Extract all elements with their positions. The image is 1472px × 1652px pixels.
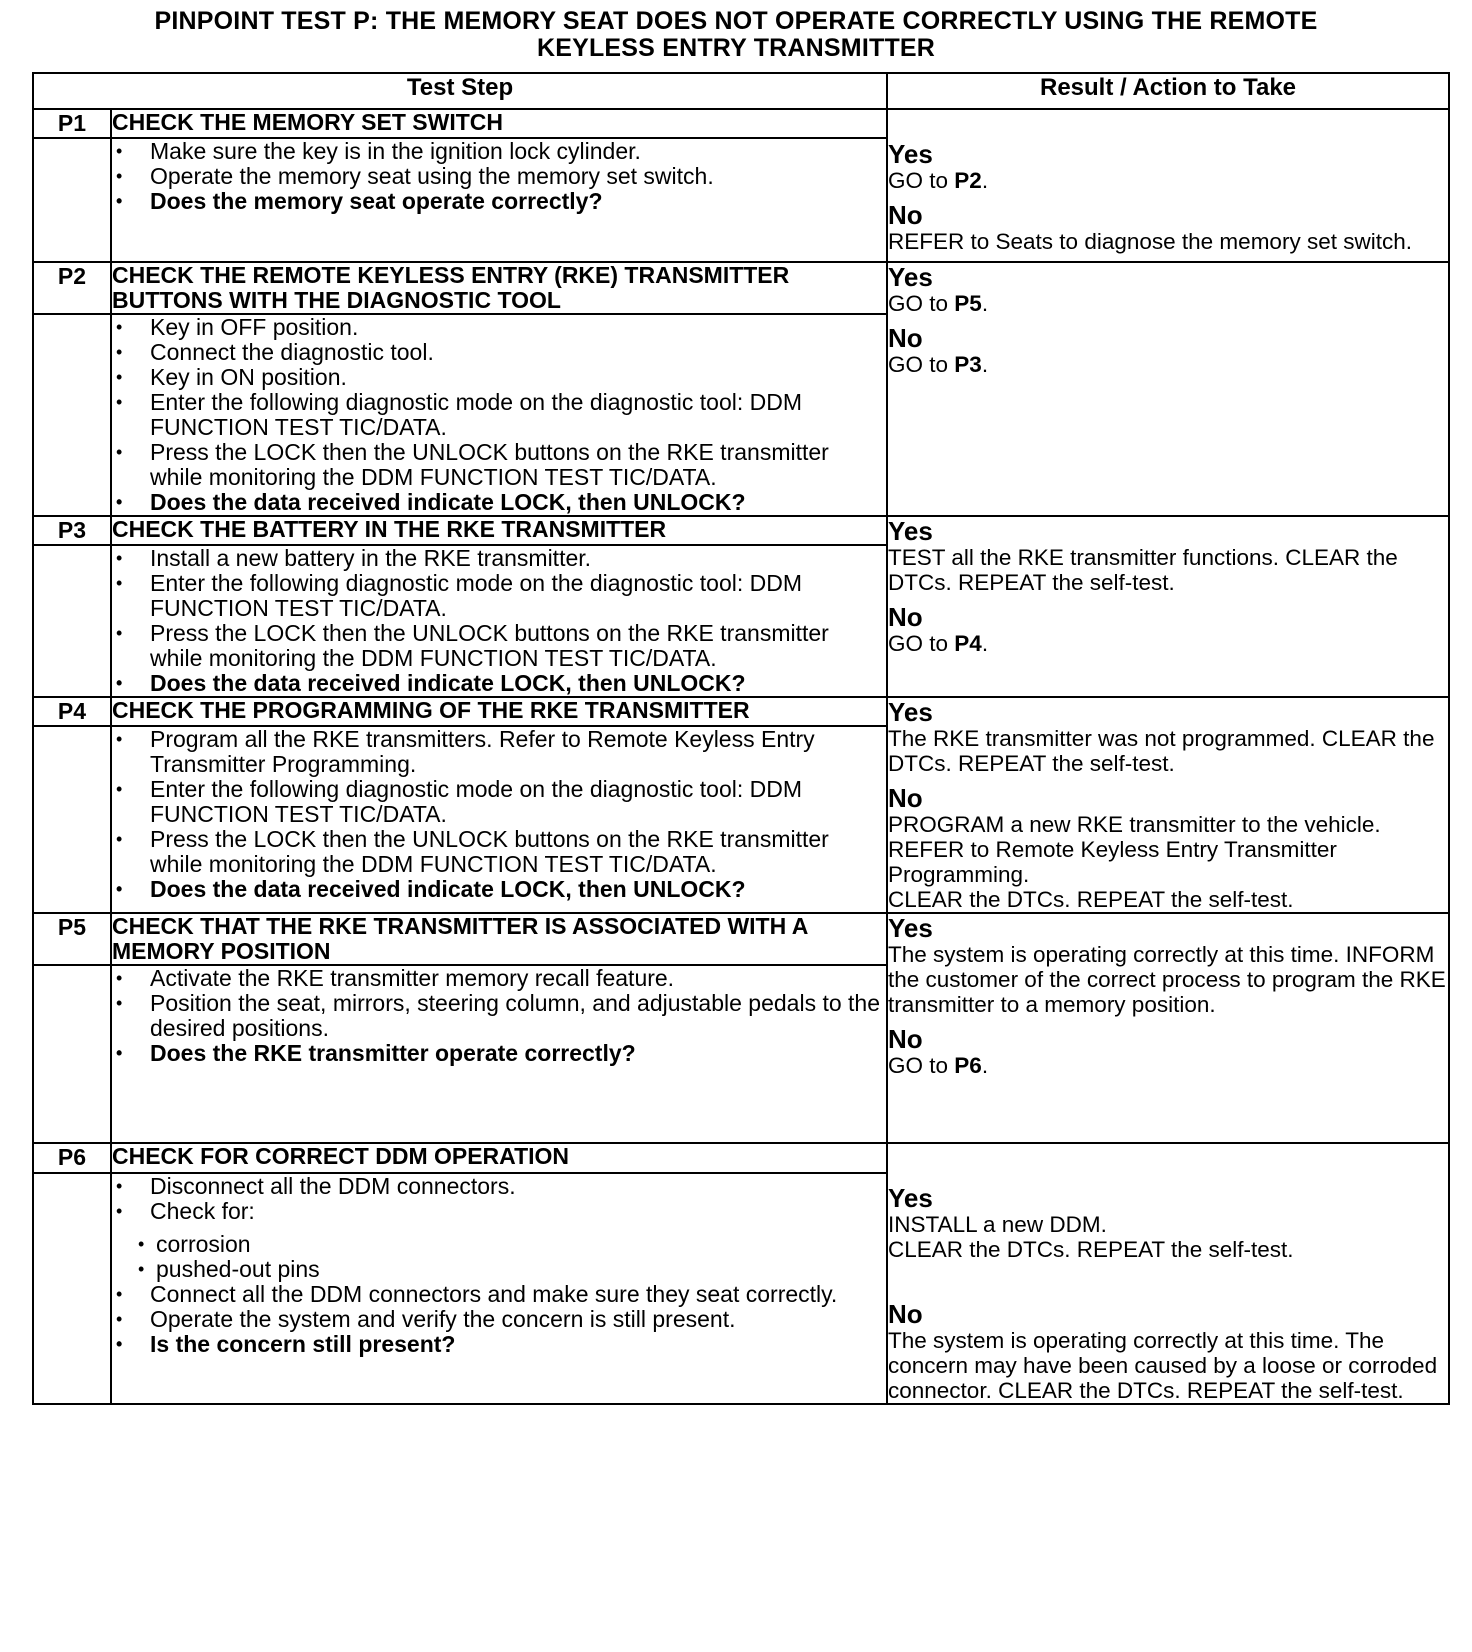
step-question: • Does the RKE transmitter operate correctly? (112, 1041, 886, 1066)
step-id-blank (33, 965, 111, 1143)
step-title: CHECK THE BATTERY IN THE RKE TRANSMITTER (111, 516, 887, 545)
list-item: • Position the seat, mirrors, steering column, and adjustable pedals to the desired positions. (112, 991, 886, 1041)
pinpoint-table (32, 72, 1450, 1405)
step-p4-result (887, 697, 1449, 913)
step-p4-instructions (111, 726, 887, 913)
step-id-blank (33, 138, 111, 262)
no-label: No (888, 602, 923, 632)
yes-action-end: . (981, 168, 989, 193)
no-action: The system is operating correctly at this time. The concern may have been caused by a loose or corroded connector. CLEAR the DTCs. REPEAT the self-test. (888, 1328, 1438, 1403)
yes-label: Yes (888, 139, 933, 169)
step-p1-result (887, 109, 1449, 262)
list-item: • Make sure the key is in the ignition lock cylinder. (112, 139, 886, 164)
no-action-extra: CLEAR the DTCs. REPEAT the self-test. (888, 887, 1294, 912)
list-item: • Operate the system and verify the concern is still present. (112, 1307, 886, 1332)
yes-step-ref: P5 (954, 291, 982, 316)
list-item: • Connect all the DDM connectors and make sure they seat correctly. (112, 1282, 886, 1307)
yes-action-extra: CLEAR the DTCs. REPEAT the self-test. (888, 1237, 1294, 1262)
no-label: No (888, 1024, 923, 1054)
title-line-2: KEYLESS ENTRY TRANSMITTER (536, 34, 936, 62)
no-action (888, 1053, 1448, 1078)
step-id: P5 (33, 913, 111, 965)
step-p3-result (887, 516, 1449, 697)
no-action (888, 631, 1448, 656)
step-question: • Does the data received indicate LOCK, then UNLOCK? (112, 671, 886, 696)
header-result: Result / Action to Take (887, 73, 1449, 109)
list-item: • Key in OFF position. (112, 315, 886, 340)
page-title (0, 8, 1472, 62)
list-item: • Enter the following diagnostic mode on the diagnostic tool: DDM FUNCTION TEST TIC/DATA. (112, 777, 886, 827)
step-id: P6 (33, 1143, 111, 1173)
list-item-text: Check for: (150, 1198, 255, 1225)
step-p1-title-row (33, 109, 1449, 138)
step-p2-title-row (33, 262, 1449, 314)
step-p6-instructions (111, 1173, 887, 1404)
list-item: • Disconnect all the DDM connectors. (112, 1174, 886, 1199)
step-p2-instructions (111, 314, 887, 516)
step-p5-instructions (111, 965, 887, 1143)
step-title: CHECK THE PROGRAMMING OF THE RKE TRANSMITTER (111, 697, 887, 726)
no-label: No (888, 323, 923, 353)
no-action: REFER to Seats to diagnose the memory set switch. (888, 229, 1412, 254)
yes-action (888, 291, 1448, 316)
no-step-ref: P3 (954, 352, 982, 377)
step-question: • Does the memory seat operate correctly? (112, 189, 886, 214)
step-question: • Is the concern still present? (112, 1332, 886, 1357)
no-label: No (888, 200, 923, 230)
step-p6-title-row (33, 1143, 1449, 1173)
yes-label: Yes (888, 516, 933, 546)
step-id: P4 (33, 697, 111, 726)
yes-label: Yes (888, 262, 933, 292)
no-action: PROGRAM a new RKE transmitter to the vehicle. REFER to Remote Keyless Entry Transmitter Programming. (888, 812, 1381, 887)
no-label: No (888, 1299, 923, 1329)
list-item: • Press the LOCK then the UNLOCK buttons on the RKE transmitter while monitoring the DDM FUNCTION TEST TIC/DATA. (112, 827, 886, 877)
no-action-text: GO to (888, 1053, 955, 1078)
step-title: CHECK FOR CORRECT DDM OPERATION (111, 1143, 887, 1173)
no-action-text: GO to (888, 631, 955, 656)
yes-action: The RKE transmitter was not programmed. CLEAR the DTCs. REPEAT the self-test. (888, 726, 1435, 776)
step-id-blank (33, 726, 111, 913)
step-p6-result (887, 1143, 1449, 1404)
yes-step-ref: P2 (954, 168, 982, 193)
step-title: CHECK THE REMOTE KEYLESS ENTRY (RKE) TRANSMITTER BUTTONS WITH THE DIAGNOSTIC TOOL (111, 262, 887, 314)
yes-action (888, 168, 1448, 193)
list-item: • Key in ON position. (112, 365, 886, 390)
list-item: • Press the LOCK then the UNLOCK buttons on the RKE transmitter while monitoring the DDM FUNCTION TEST TIC/DATA. (112, 621, 886, 671)
step-id: P3 (33, 516, 111, 545)
yes-action: TEST all the RKE transmitter functions. CLEAR the DTCs. REPEAT the self-test. (888, 545, 1398, 595)
list-item: • Enter the following diagnostic mode on the diagnostic tool: DDM FUNCTION TEST TIC/DATA. (112, 390, 886, 440)
sub-list-item: • pushed-out pins (134, 1257, 886, 1282)
step-p5-result (887, 913, 1449, 1143)
list-item (112, 1199, 886, 1282)
no-action-end: . (981, 631, 989, 656)
no-action-end: . (981, 1053, 989, 1078)
list-item: • Activate the RKE transmitter memory recall feature. (112, 966, 886, 991)
list-item: • Program all the RKE transmitters. Refer to Remote Keyless Entry Transmitter Programming. (112, 727, 886, 777)
header-test-step: Test Step (33, 73, 887, 109)
result-spacer (888, 1262, 1448, 1292)
title-line-1: PINPOINT TEST P: THE MEMORY SEAT DOES NOT OPERATE CORRECTLY USING THE REMOTE (154, 7, 1318, 35)
no-action (888, 352, 1448, 377)
table-header-row (33, 73, 1449, 109)
no-action-end: . (981, 352, 989, 377)
list-item: • Connect the diagnostic tool. (112, 340, 886, 365)
step-title: CHECK THE MEMORY SET SWITCH (111, 109, 887, 138)
step-id: P2 (33, 262, 111, 314)
step-p3-instructions (111, 545, 887, 697)
step-id: P1 (33, 109, 111, 138)
list-item: • Enter the following diagnostic mode on the diagnostic tool: DDM FUNCTION TEST TIC/DATA. (112, 571, 886, 621)
yes-action-text: GO to (888, 291, 955, 316)
yes-action: INSTALL a new DDM. (888, 1212, 1107, 1237)
step-question: • Does the data received indicate LOCK, then UNLOCK? (112, 490, 886, 515)
yes-action: The system is operating correctly at this time. INFORM the customer of the correct process to program the RKE transmitter to a memory position. (888, 942, 1446, 1017)
step-p4-title-row (33, 697, 1449, 726)
yes-label: Yes (888, 913, 933, 943)
step-id-blank (33, 314, 111, 516)
list-item: • Operate the memory seat using the memory set switch. (112, 164, 886, 189)
yes-label: Yes (888, 1183, 933, 1213)
list-item: • Press the LOCK then the UNLOCK buttons on the RKE transmitter while monitoring the DDM FUNCTION TEST TIC/DATA. (112, 440, 886, 490)
step-title: CHECK THAT THE RKE TRANSMITTER IS ASSOCIATED WITH A MEMORY POSITION (111, 913, 887, 965)
step-question: • Does the data received indicate LOCK, then UNLOCK? (112, 877, 886, 902)
step-p3-title-row (33, 516, 1449, 545)
step-id-blank (33, 1173, 111, 1404)
no-step-ref: P4 (954, 631, 982, 656)
sub-list-item: • corrosion (134, 1232, 886, 1257)
yes-action-text: GO to (888, 168, 955, 193)
yes-label: Yes (888, 697, 933, 727)
no-step-ref: P6 (954, 1053, 982, 1078)
step-p1-instructions (111, 138, 887, 262)
list-item: • Install a new battery in the RKE transmitter. (112, 546, 886, 571)
step-p5-title-row (33, 913, 1449, 965)
yes-action-end: . (981, 291, 989, 316)
step-p2-result (887, 262, 1449, 516)
no-action-text: GO to (888, 352, 955, 377)
step-id-blank (33, 545, 111, 697)
sub-list (134, 1232, 886, 1282)
no-label: No (888, 783, 923, 813)
